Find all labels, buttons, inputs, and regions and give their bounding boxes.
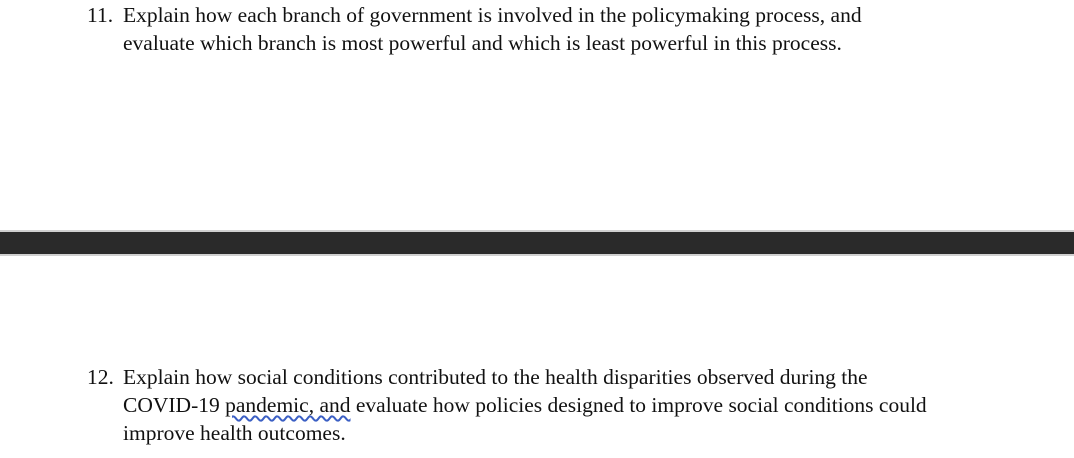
question-12[interactable] (87, 363, 927, 447)
question-11-text-line-1: Explain how each branch of government is involved in the policymaking process, and (123, 3, 862, 27)
question-12-line-2-start: COVID-19 (123, 393, 226, 417)
spellcheck-flagged-phrase[interactable]: pandemic, and (225, 393, 351, 417)
question-12-line-2-end: evaluate how policies designed to improve social conditions could (350, 393, 927, 417)
question-12-line-1 (87, 363, 927, 391)
question-11-number: 11. (87, 3, 114, 27)
question-11-text-line-2: evaluate which branch is most powerful and which is least powerful in this process. (123, 31, 842, 55)
question-11-line-1 (87, 1, 862, 29)
question-12-text-line-3: improve health outcomes. (123, 421, 346, 445)
question-12-text-line-2 (87, 391, 927, 419)
question-12-number: 12. (87, 365, 114, 389)
question-12-text-line-1: Explain how social conditions contributed to the health disparities observed during the (123, 365, 868, 389)
question-11[interactable] (87, 1, 862, 57)
page-break-divider (0, 230, 1074, 256)
